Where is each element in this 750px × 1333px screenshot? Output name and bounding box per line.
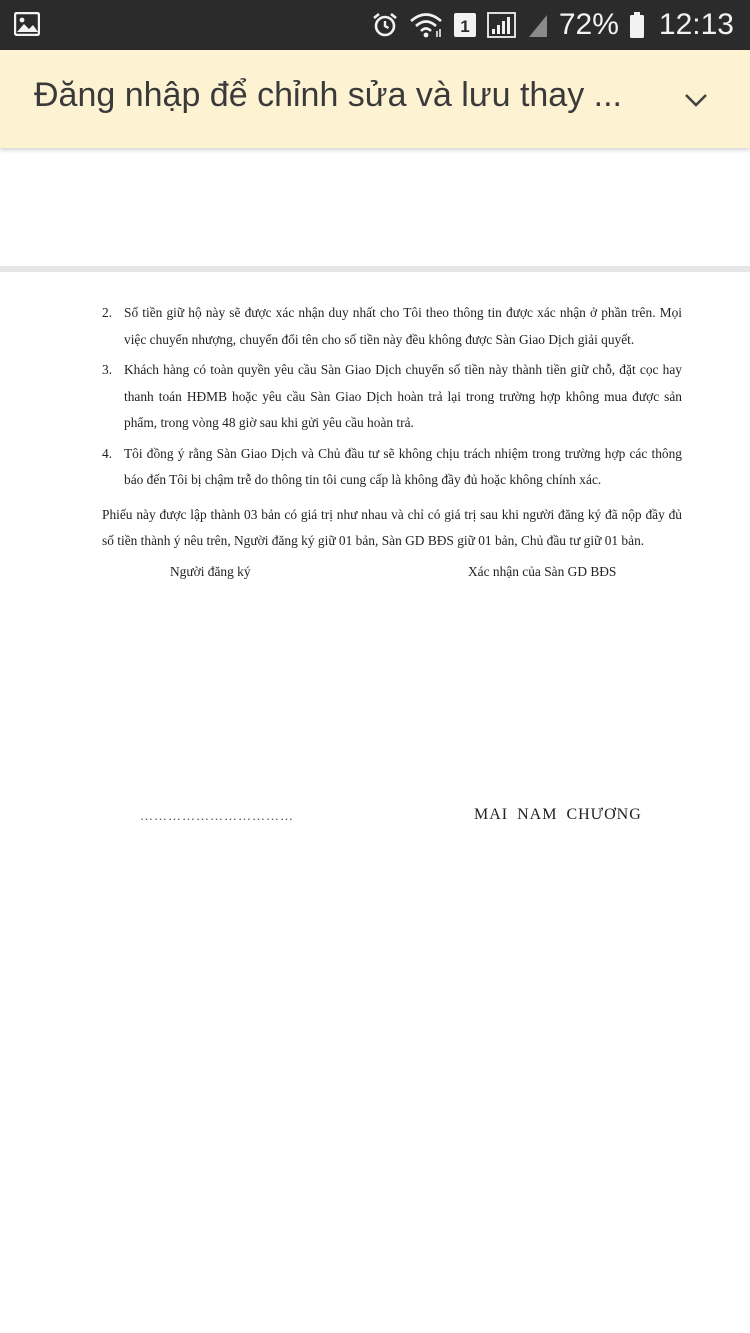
- list-item-text: Tôi đồng ý rằng Sàn Giao Dịch và Chủ đầu tư sẽ không chịu trách nhiệm trong trường hợp các thông báo đến Tôi bị chậm trễ do thông tin tôi cung cấp là không đầy đủ hoặc không chính xác.: [124, 445, 682, 487]
- list-item-text: Số tiền giữ hộ này sẽ được xác nhận duy nhất cho Tôi theo thông tin được xác nhận ở phần trên. Mọi việc chuyển nhượng, chuyển đổi tên cho số tiền này đều không được Sàn Giao Dịch giải quyết.: [124, 305, 682, 347]
- signature-right-label: Xác nhận của Sàn GD BĐS: [468, 563, 617, 579]
- battery-percent: 72%: [558, 8, 619, 41]
- sim-1-icon: [453, 11, 477, 39]
- signature-left-dots: ……………………………: [140, 808, 294, 823]
- status-icons: [371, 0, 734, 50]
- page-divider: [0, 266, 750, 272]
- login-banner[interactable]: [0, 50, 750, 148]
- signal-icon: [487, 11, 517, 39]
- svg-text:1: 1: [460, 17, 470, 36]
- closing-paragraph: Phiếu này được lập thành 03 bản có giá trị như nhau và chỉ có giá trị sau khi người đăng ký đã nộp đầy đủ số tiền thành ý nêu trên, Người đăng ký giữ 01 bản, Sàn GD BĐS giữ 01 bản, Chủ đầu tư giữ 01 bản.: [102, 506, 682, 548]
- list-item-number: 3.: [102, 362, 113, 377]
- list-item-number: 2.: [102, 305, 113, 320]
- list-item: [102, 441, 682, 494]
- signal-2-icon: [527, 11, 549, 39]
- battery-icon: [629, 11, 645, 39]
- login-banner-text[interactable]: Đăng nhập để chỉnh sửa và lưu thay ...: [34, 76, 622, 114]
- signature-labels: [102, 559, 682, 599]
- gallery-icon: [14, 12, 40, 36]
- chevron-down-icon[interactable]: [682, 86, 710, 114]
- signature-right-name: MAI NAM CHƯƠNG: [474, 806, 642, 823]
- list-item-text: Khách hàng có toàn quyền yêu cầu Sàn Giao Dịch chuyển số tiền này thành tiền giữ chỗ, đặt cọc hay thanh toán HĐMB hoặc yêu cầu Sàn Giao Dịch hoàn trả lại trong trường hợp không mua được sản phẩm, trong vòng 48 giờ sau khi gửi yêu cầu hoàn trả.: [124, 362, 682, 430]
- list-item: [102, 357, 682, 437]
- status-bar: [0, 0, 750, 50]
- alarm-icon: [371, 11, 399, 39]
- wifi-icon: [409, 11, 443, 39]
- list-item-number: 4.: [102, 445, 113, 461]
- clock: 12:13: [658, 8, 734, 41]
- terms-list: [102, 300, 682, 494]
- signature-left-label: Người đăng ký: [170, 563, 251, 579]
- list-item: [102, 300, 682, 353]
- document-page: [102, 300, 682, 599]
